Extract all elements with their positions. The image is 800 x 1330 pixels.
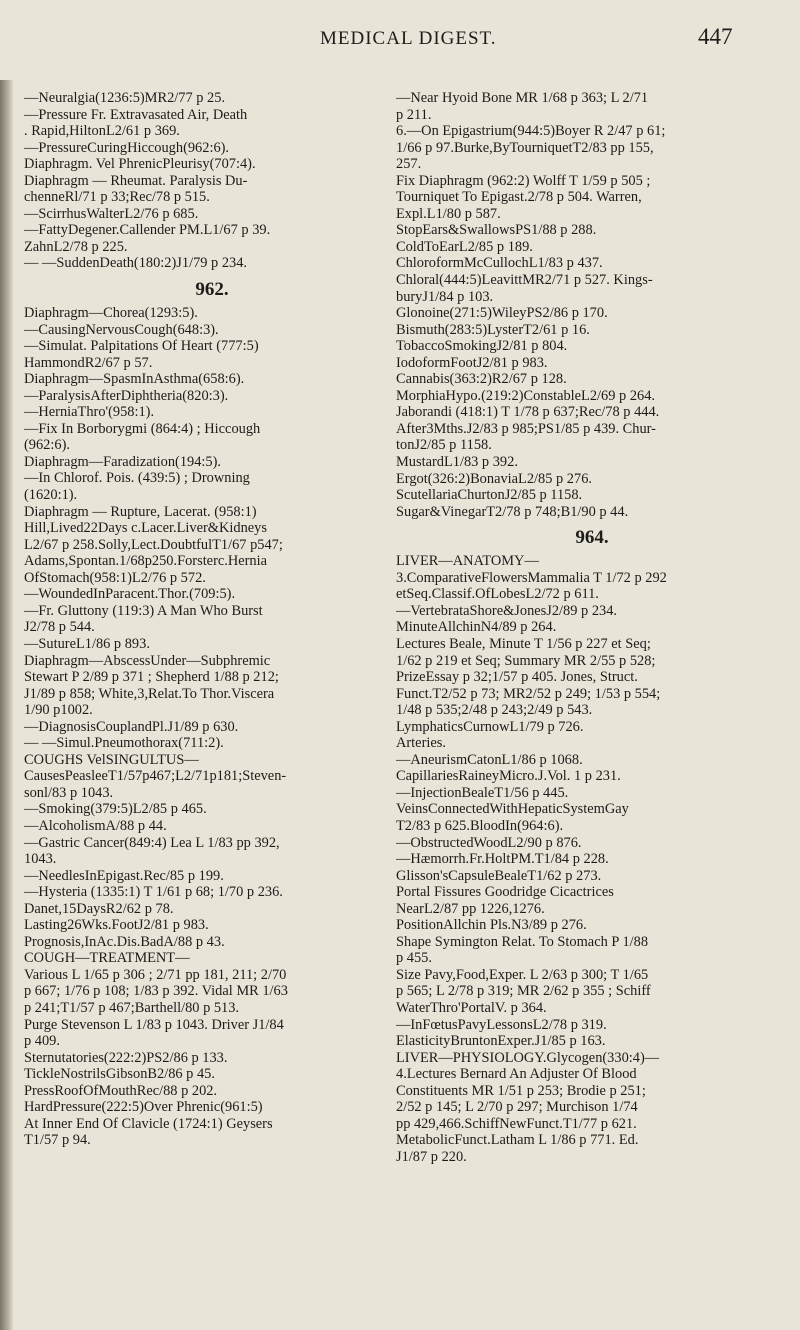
- section-heading-962: 962.: [195, 279, 229, 301]
- index-entry: etSeq.Classif.OfLobesL2/72 p 611.: [396, 586, 599, 603]
- right-entries-top: [396, 90, 788, 520]
- index-entry: Expl.L1/80 p 587.: [396, 205, 501, 222]
- index-entry: MustardL1/83 p 392.: [396, 454, 518, 471]
- index-entry: —PressureCuringHiccough(962:6).: [24, 139, 230, 156]
- index-entry: 3.ComparativeFlowersMammalia T 1/72 p 292: [396, 569, 667, 586]
- index-entry: (962:6).: [24, 437, 70, 454]
- index-entry: tonJ2/85 p 1158.: [396, 437, 492, 454]
- index-entry: Diaphragm—Chorea(1293:5).: [24, 305, 198, 322]
- index-entry: —AneurismCatonL1/86 p 1068.: [396, 751, 583, 768]
- index-entry: —InFœtusPavyLessonsL2/78 p 319.: [396, 1016, 607, 1033]
- left-column: [24, 90, 400, 1149]
- index-entry: StopEars&SwallowsPS1/88 p 288.: [396, 222, 597, 239]
- index-entry: —Gastric Cancer(849:4) Lea L 1/83 pp 392,: [24, 834, 280, 851]
- index-entry: p 211.: [396, 106, 432, 123]
- page-gutter-shadow: [0, 80, 14, 1330]
- index-entry: —Smoking(379:5)L2/85 p 465.: [24, 801, 207, 818]
- index-entry: CausesPeasleeT1/57p467;L2/71p181;Steven-: [24, 768, 287, 785]
- index-entry: Stewart P 2/89 p 371 ; Shepherd 1/88 p 212;: [24, 669, 279, 686]
- index-entry: COUGH—TREATMENT—: [24, 950, 190, 967]
- index-entry: Size Pavy,Food,Exper. L 2/63 p 300; T 1/65: [396, 966, 649, 983]
- index-entry: p 241;T1/57 p 467;Barthell/80 p 513.: [24, 999, 240, 1016]
- index-entry: 2/52 p 145; L 2/70 p 297; Murchison 1/74: [396, 1099, 638, 1116]
- index-entry: Constituents MR 1/51 p 253; Brodie p 251;: [396, 1082, 646, 1099]
- index-entry: OfStomach(958:1)L2/76 p 572.: [24, 569, 206, 586]
- index-entry: ColdToEarL2/85 p 189.: [396, 238, 533, 255]
- index-entry: Lasting26Wks.FootJ2/81 p 983.: [24, 917, 209, 934]
- index-entry: ChloroformMcCullochL1/83 p 437.: [396, 255, 603, 272]
- index-entry: Purge Stevenson L 1/83 p 1043. Driver J1/84: [24, 1016, 284, 1033]
- right-column: [396, 90, 788, 1165]
- index-entry: TickleNostrilsGibsonB2/86 p 45.: [24, 1066, 215, 1083]
- index-entry: ZahnL2/78 p 225.: [24, 238, 128, 255]
- index-entry: chenneRl/71 p 33;Rec/78 p 515.: [24, 189, 210, 206]
- index-entry: Diaphragm—AbscessUnder—Subphremic: [24, 652, 271, 669]
- index-entry: Cannabis(363:2)R2/67 p 128.: [396, 371, 567, 388]
- index-entry: MorphiaHypo.(219:2)ConstableL2/69 p 264.: [396, 387, 656, 404]
- index-entry: Glisson'sCapsuleBealeT1/62 p 273.: [396, 867, 602, 884]
- running-title: MEDICAL DIGEST.: [320, 28, 497, 49]
- index-entry: —DiagnosisCouplandPl.J1/89 p 630.: [24, 718, 239, 735]
- index-entry: Hill,Lived22Days c.Lacer.Liver&Kidneys: [24, 520, 267, 537]
- index-entry: buryJ1/84 p 103.: [396, 288, 494, 305]
- index-entry: —Pressure Fr. Extravasated Air, Death: [24, 106, 248, 123]
- index-entry: 1/48 p 535;2/48 p 243;2/49 p 543.: [396, 702, 593, 719]
- index-entry: ScutellariaChurtonJ2/85 p 1158.: [396, 487, 583, 504]
- index-entry: — —Simul.Pneumothorax(711:2).: [24, 735, 224, 752]
- index-entry: Diaphragm—Faradization(194:5).: [24, 453, 222, 470]
- index-entry: —SutureL1/86 p 893.: [24, 635, 150, 652]
- index-entry: Jaborandi (418:1) T 1/78 p 637;Rec/78 p 444.: [396, 404, 660, 421]
- index-entry: sonl/83 p 1043.: [24, 784, 114, 801]
- index-entry: PrizeEssay p 32;1/57 p 405. Jones, Struct.: [396, 669, 638, 686]
- index-entry: COUGHS VelSINGULTUS—: [24, 751, 199, 768]
- index-entry: After3Mths.J2/83 p 985;PS1/85 p 439. Chur-: [396, 420, 656, 437]
- index-entry: 257.: [396, 156, 422, 173]
- index-entry: Portal Fissures Goodridge Cicactrices: [396, 884, 614, 901]
- index-entry: Diaphragm — Rupture, Lacerat. (958:1): [24, 503, 257, 520]
- index-entry: ElasticityBruntonExper.J1/85 p 163.: [396, 1033, 606, 1050]
- index-entry: pp 429,466.SchiffNewFunct.T1/77 p 621.: [396, 1115, 637, 1132]
- index-entry: —HerniaThro'(958:1).: [24, 404, 155, 421]
- index-entry: Lectures Beale, Minute T 1/56 p 227 et Seq;: [396, 635, 651, 652]
- index-entry: LIVER—ANATOMY—: [396, 553, 539, 570]
- index-entry: MinuteAllchinN4/89 p 264.: [396, 619, 557, 636]
- index-entry: Bismuth(283:5)LysterT2/61 p 16.: [396, 321, 590, 338]
- index-entry: —InjectionBealeT1/56 p 445.: [396, 784, 569, 801]
- index-entry: Funct.T2/52 p 73; MR2/52 p 249; 1/53 p 554;: [396, 685, 661, 702]
- index-entry: Ergot(326:2)BonaviaL2/85 p 276.: [396, 470, 592, 487]
- index-entry: p 565; L 2/78 p 319; MR 2/62 p 355 ; Schiff: [396, 983, 651, 1000]
- index-entry: —Fix In Borborygmi (864:4) ; Hiccough: [24, 420, 261, 437]
- index-entry: VeinsConnectedWithHepaticSystemGay: [396, 801, 629, 818]
- index-entry: —Hysteria (1335:1) T 1/61 p 68; 1/70 p 236.: [24, 884, 283, 901]
- index-entry: J2/78 p 544.: [24, 619, 95, 636]
- section-heading-964: 964.: [575, 527, 609, 549]
- index-entry: p 455.: [396, 950, 432, 967]
- index-entry: Diaphragm — Rheumat. Paralysis Du-: [24, 172, 248, 189]
- index-entry: —Near Hyoid Bone MR 1/68 p 363; L 2/71: [396, 90, 649, 106]
- index-entry: Glonoine(271:5)WileyPS2/86 p 170.: [396, 305, 608, 322]
- index-entry: —AlcoholismA/88 p 44.: [24, 817, 167, 834]
- index-entry: —In Chlorof. Pois. (439:5) ; Drowning: [24, 470, 250, 487]
- left-entries-bottom: [24, 305, 400, 1149]
- index-entry: Sternutatories(222:2)PS2/86 p 133.: [24, 1049, 228, 1066]
- index-entry: —NeedlesInEpigast.Rec/85 p 199.: [24, 867, 224, 884]
- index-entry: T2/83 p 625.BloodIn(964:6).: [396, 817, 564, 834]
- index-entry: PressRoofOfMouthRec/88 p 202.: [24, 1082, 218, 1099]
- index-entry: LymphaticsCurnowL1/79 p 726.: [396, 718, 584, 735]
- index-entry: Sugar&VinegarT2/78 p 748;B1/90 p 44.: [396, 503, 629, 520]
- index-entry: —FattyDegener.Callender PM.L1/67 p 39.: [24, 222, 271, 239]
- index-entry: 6.—On Epigastrium(944:5)Boyer R 2/47 p 61;: [396, 123, 666, 140]
- index-entry: At Inner End Of Clavicle (1724:1) Geysers: [24, 1115, 273, 1132]
- index-entry: 1043.: [24, 851, 57, 868]
- index-entry: Various L 1/65 p 306 ; 2/71 pp 181, 211; 2/70: [24, 966, 287, 983]
- index-entry: Tourniquet To Epigast.2/78 p 504. Warren,: [396, 189, 642, 206]
- index-entry: —ObstructedWoodL2/90 p 876.: [396, 834, 582, 851]
- index-entry: CapillariesRaineyMicro.J.Vol. 1 p 231.: [396, 768, 621, 785]
- index-entry: — —SuddenDeath(180:2)J1/79 p 234.: [24, 255, 248, 272]
- index-entry: Fix Diaphragm (962:2) Wolff T 1/59 p 505 ;: [396, 172, 651, 189]
- index-entry: —Fr. Gluttony (119:3) A Man Who Burst: [24, 602, 263, 619]
- index-entry: —Hæmorrh.Fr.HoltPM.T1/84 p 228.: [396, 851, 609, 868]
- index-entry: —WoundedInParacent.Thor.(709:5).: [24, 586, 236, 603]
- index-entry: HammondR2/67 p 57.: [24, 354, 153, 371]
- right-entries-bottom: [396, 553, 788, 1165]
- index-entry: HardPressure(222:5)Over Phrenic(961:5): [24, 1099, 263, 1116]
- index-entry: MetabolicFunct.Latham L 1/86 p 771. Ed.: [396, 1132, 639, 1149]
- index-entry: 1/66 p 97.Burke,ByTourniquetT2/83 pp 155,: [396, 139, 654, 156]
- index-entry: J1/89 p 858; White,3,Relat.To Thor.Viscera: [24, 685, 275, 702]
- index-entry: (1620:1).: [24, 487, 78, 504]
- index-entry: —ParalysisAfterDiphtheria(820:3).: [24, 387, 229, 404]
- index-entry: Chloral(444:5)LeavittMR2/71 p 527. Kings-: [396, 272, 653, 289]
- index-entry: —Simulat. Palpitations Of Heart (777:5): [24, 338, 259, 355]
- index-entry: L2/67 p 258.Solly,Lect.DoubtfulT1/67 p547;: [24, 536, 283, 553]
- left-entries-top: [24, 90, 400, 272]
- index-entry: Diaphragm—SpasmInAsthma(658:6).: [24, 371, 245, 388]
- index-entry: p 667; 1/76 p 108; 1/83 p 392. Vidal MR 1/63: [24, 983, 288, 1000]
- index-entry: p 409.: [24, 1033, 60, 1050]
- index-entry: PositionAllchin Pls.N3/89 p 276.: [396, 917, 587, 934]
- index-entry: —ScirrhusWalterL2/76 p 685.: [24, 205, 199, 222]
- index-entry: LIVER—PHYSIOLOGY.Glycogen(330:4)—: [396, 1049, 660, 1066]
- index-entry: —CausingNervousCough(648:3).: [24, 321, 219, 338]
- index-entry: J1/87 p 220.: [396, 1148, 467, 1165]
- index-entry: Prognosis,InAc.Dis.BadA/88 p 43.: [24, 933, 225, 950]
- index-entry: IodoformFootJ2/81 p 983.: [396, 354, 548, 371]
- index-entry: WaterThro'PortalV. p 364.: [396, 999, 547, 1016]
- index-entry: Danet,15DaysR2/62 p 78.: [24, 900, 174, 917]
- index-entry: TobaccoSmokingJ2/81 p 804.: [396, 338, 568, 355]
- index-entry: Adams,Spontan.1/68p250.Forsterc.Hernia: [24, 553, 268, 570]
- page-number: 447: [698, 24, 733, 49]
- index-entry: . Rapid,HiltonL2/61 p 369.: [24, 123, 180, 140]
- index-entry: T1/57 p 94.: [24, 1132, 91, 1149]
- index-entry: NearL2/87 pp 1226,1276.: [396, 900, 545, 917]
- index-entry: —VertebrataShore&JonesJ2/89 p 234.: [396, 602, 618, 619]
- index-entry: Arteries.: [396, 735, 446, 752]
- page-header: [0, 22, 800, 62]
- index-entry: 1/62 p 219 et Seq; Summary MR 2/55 p 528;: [396, 652, 656, 669]
- index-entry: Shape Symington Relat. To Stomach P 1/88: [396, 933, 649, 950]
- index-entry: 1/90 p1002.: [24, 702, 93, 719]
- index-entry: Diaphragm. Vel PhrenicPleurisy(707:4).: [24, 156, 256, 173]
- index-entry: —Neuralgia(1236:5)MR2/77 p 25.: [24, 90, 226, 106]
- index-entry: 4.Lectures Bernard An Adjuster Of Blood: [396, 1066, 637, 1083]
